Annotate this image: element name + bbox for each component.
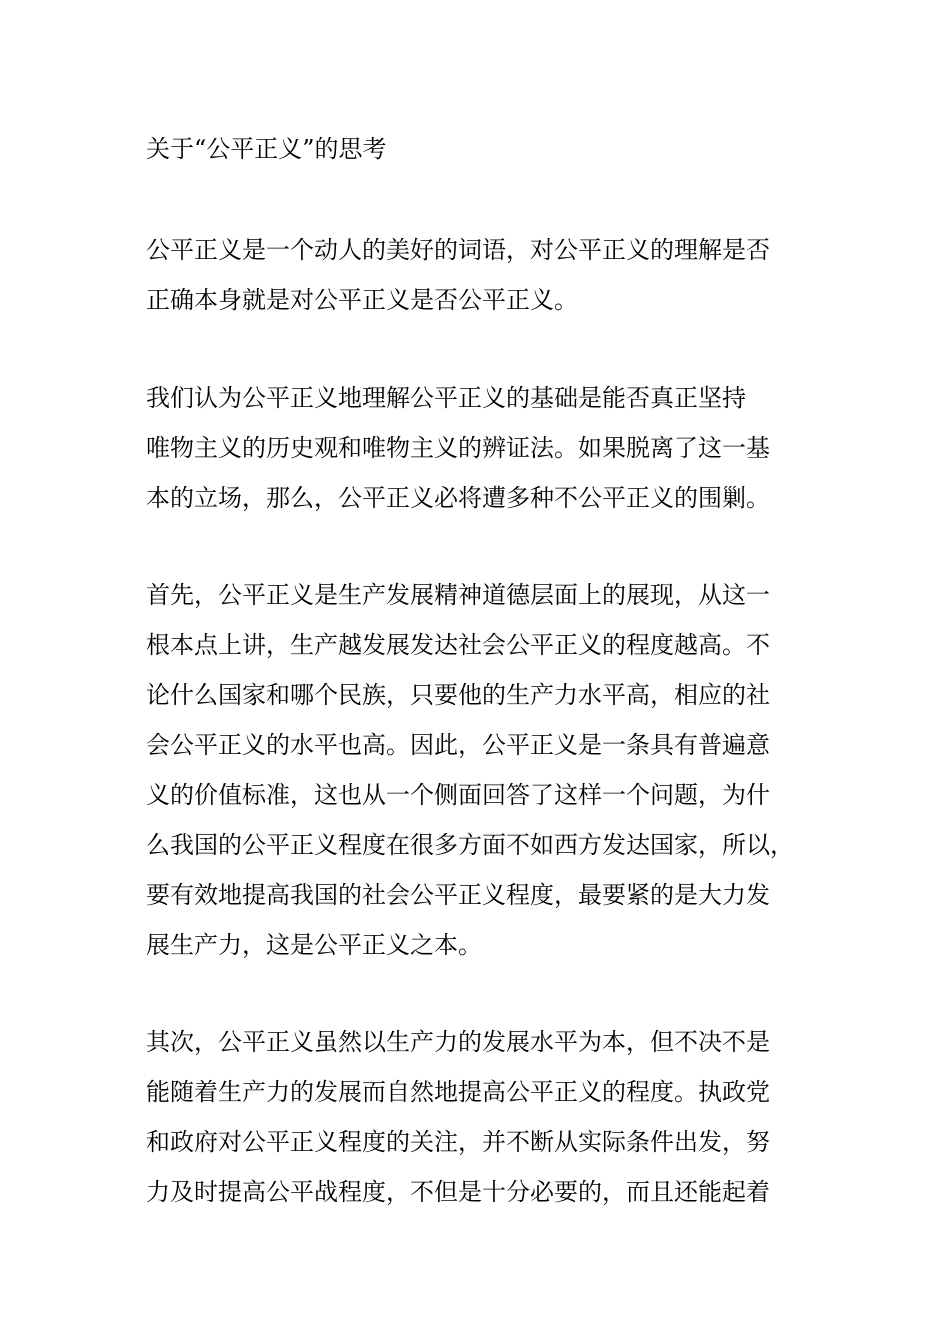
text-line: 义的价值标准，这也从一个侧面回答了这样一个问题，为什 — [146, 781, 770, 809]
document-title: 关于“公平正义”的思考 — [146, 135, 387, 163]
text-line: 要有效地提高我国的社会公平正义程度，最要紧的是大力发 — [146, 881, 770, 909]
text-line: 本的立场，那么，公平正义必将遭多种不公平正义的围剿。 — [146, 484, 770, 512]
text-line: 展生产力，这是公平正义之本。 — [146, 931, 482, 959]
text-line: 我们认为公平正义地理解公平正义的基础是能否真正坚持 — [146, 384, 746, 412]
paragraph-4 — [146, 1017, 826, 1217]
text-line: 根本点上讲，生产越发展发达社会公平正义的程度越高。不 — [146, 631, 770, 659]
text-line: 能随着生产力的发展而自然地提高公平正义的程度。执政党 — [146, 1078, 770, 1106]
text-line: 么我国的公平正义程度在很多方面不如西方发达国家，所以， — [146, 831, 794, 859]
text-line: 正确本身就是对公平正义是否公平正义。 — [146, 286, 578, 314]
text-line: 会公平正义的水平也高。因此，公平正义是一条具有普遍意 — [146, 731, 770, 759]
text-line: 公平正义是一个动人的美好的词语，对公平正义的理解是否 — [146, 236, 770, 264]
paragraph-2 — [146, 373, 826, 523]
paragraph-3 — [146, 570, 826, 970]
text-line: 其次，公平正义虽然以生产力的发展水平为本，但不决不是 — [146, 1028, 770, 1056]
text-line: 论什么国家和哪个民族，只要他的生产力水平高，相应的社 — [146, 681, 770, 709]
text-line: 唯物主义的历史观和唯物主义的辨证法。如果脱离了这一基 — [146, 434, 770, 462]
text-line: 力及时提高公平战程度，不但是十分必要的，而且还能起着 — [146, 1178, 770, 1206]
paragraph-1 — [146, 225, 826, 325]
text-line: 和政府对公平正义程度的关注，并不断从实际条件出发，努 — [146, 1128, 770, 1156]
text-line: 首先，公平正义是生产发展精神道德层面上的展现，从这一 — [146, 581, 770, 609]
